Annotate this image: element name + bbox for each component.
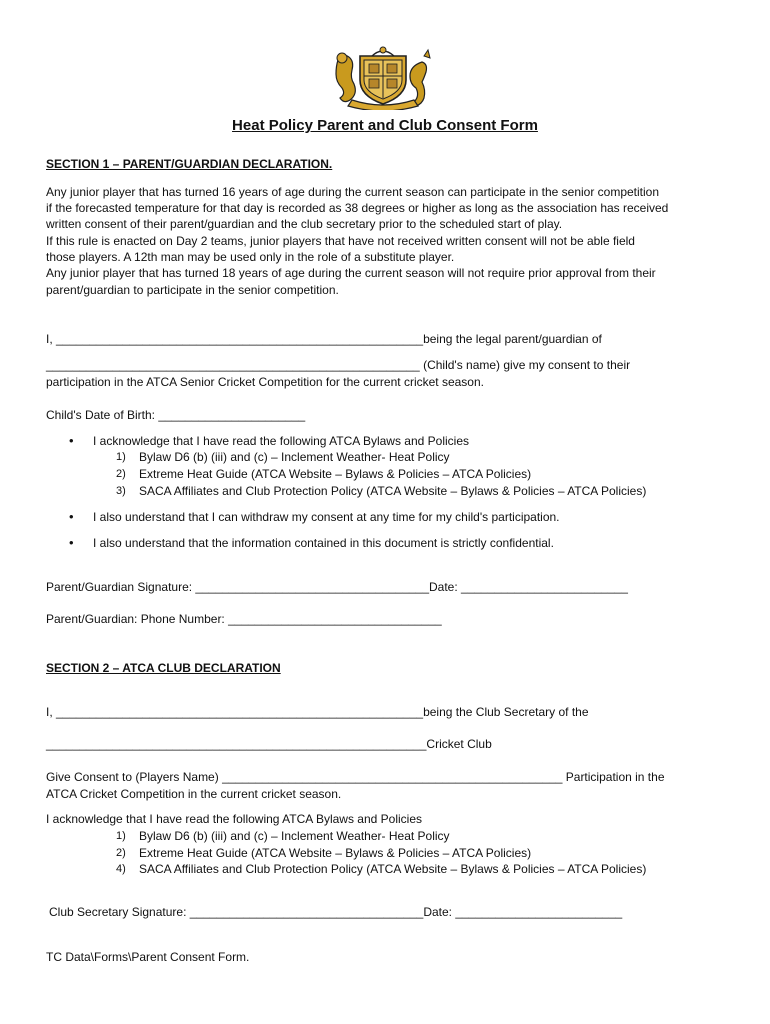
policy-item: Extreme Heat Guide (ATCA Website – Bylaws & Policies – ATCA Policies) <box>139 467 532 481</box>
section1-para-line: written consent of their parent/guardian and the club secretary prior to the scheduled start of play. <box>46 217 563 231</box>
policy-item: Bylaw D6 (b) (iii) and (c) – Inclement Weather- Heat Policy <box>139 450 450 464</box>
policy-number: 1) <box>116 451 126 463</box>
withdraw-bullet: I also understand that I can withdraw my consent at any time for my child's participation. <box>93 510 560 524</box>
section1-para-line: those players. A 12th man may be used only in the role of a substitute player. <box>46 250 455 264</box>
club-acknowledge: I acknowledge that I have read the following ATCA Bylaws and Policies <box>46 812 422 826</box>
policy-number: 2) <box>116 468 126 480</box>
policy-item: Bylaw D6 (b) (iii) and (c) – Inclement Weather- Heat Policy <box>139 829 450 843</box>
section2-heading: SECTION 2 – ATCA CLUB DECLARATION <box>46 661 281 675</box>
confidential-bullet: I also understand that the information contained in this document is strictly confidential. <box>93 536 554 550</box>
parent-signature-field[interactable]: Parent/Guardian Signature: ___________________________________Date: _________________________ <box>46 580 628 594</box>
form-title: Heat Policy Parent and Club Consent Form <box>232 117 538 134</box>
child-dob-field[interactable]: Child's Date of Birth: ______________________ <box>46 408 306 422</box>
section1-heading: SECTION 1 – PARENT/GUARDIAN DECLARATION. <box>46 157 333 171</box>
bullet-icon: • <box>69 509 74 524</box>
club-consent-statement: ATCA Cricket Competition in the current cricket season. <box>46 787 342 801</box>
policy-item: Extreme Heat Guide (ATCA Website – Bylaws & Policies – ATCA Policies) <box>139 846 532 860</box>
club-crest-logo <box>330 46 436 110</box>
secretary-name-field[interactable]: I, _______________________________________________________being the Club Secretary of the <box>46 705 589 719</box>
policy-number: 3) <box>116 485 126 497</box>
secretary-signature-field[interactable]: Club Secretary Signature: ___________________________________Date: _________________________ <box>49 905 623 919</box>
bullet-icon: • <box>69 433 74 448</box>
policy-number: 4) <box>116 863 126 875</box>
policy-item: SACA Affiliates and Club Protection Policy (ATCA Website – Bylaws & Policies – ATCA Policies) <box>139 484 647 498</box>
section1-para-line: if the forecasted temperature for that day is recorded as 38 degrees or higher as long as the association has received <box>46 201 669 215</box>
section1-para-line: parent/guardian to participate in the senior competition. <box>46 283 339 297</box>
bullet-icon: • <box>69 535 74 550</box>
section1-para-line: Any junior player that has turned 18 years of age during the current season will not require prior approval from their <box>46 266 656 280</box>
player-name-field[interactable]: Give Consent to (Players Name) ___________________________________________________ Participation in the <box>46 770 665 784</box>
section1-para-line: If this rule is enacted on Day 2 teams, junior players that have not received written consent will not be able field <box>46 234 635 248</box>
parent-name-field[interactable]: I, _______________________________________________________being the legal parent/guardian of <box>46 332 602 346</box>
club-name-field[interactable]: _________________________________________________________Cricket Club <box>46 737 492 751</box>
policy-number: 2) <box>116 847 126 859</box>
parent-phone-field[interactable]: Parent/Guardian: Phone Number: ________________________________ <box>46 612 442 626</box>
policy-number: 1) <box>116 830 126 842</box>
footer-path: TC Data\Forms\Parent Consent Form. <box>46 950 250 964</box>
child-name-field[interactable]: ________________________________________________________ (Child's name) give my consent to their <box>46 358 631 372</box>
policy-item: SACA Affiliates and Club Protection Policy (ATCA Website – Bylaws & Policies – ATCA Policies) <box>139 862 647 876</box>
consent-statement: participation in the ATCA Senior Cricket Competition for the current cricket season. <box>46 375 484 389</box>
section1-para-line: Any junior player that has turned 16 years of age during the current season can participate in the senior competition <box>46 185 660 199</box>
acknowledge-bullet: I acknowledge that I have read the following ATCA Bylaws and Policies <box>93 434 469 448</box>
